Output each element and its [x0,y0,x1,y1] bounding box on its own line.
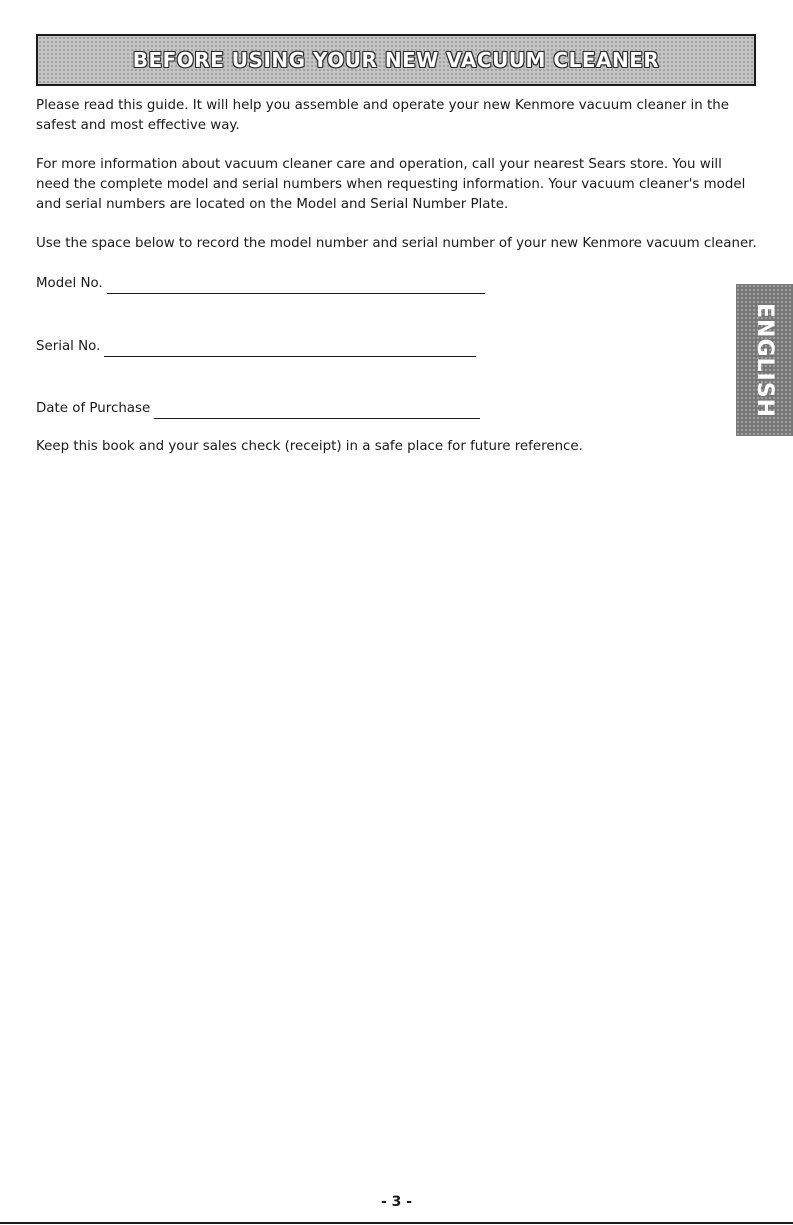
page-content [36,96,758,476]
language-tab-label: ENGLISH [752,302,777,418]
model-number-label: Model No. [36,276,103,291]
record-instruction-paragraph: Use the space below to record the model number and serial number of your new Kenmore vacuum cleaner. [36,236,757,251]
serial-number-blank-line [104,342,476,357]
date-of-purchase-field [36,399,758,419]
serial-number-label: Serial No. [36,339,101,354]
date-of-purchase-blank-line [154,404,480,419]
section-header-banner [36,34,756,86]
date-of-purchase-label: Date of Purchase [36,401,151,416]
info-paragraph: For more information about vacuum cleaner care and operation, call your nearest Sears store. You will need the complete model and serial numbers when requesting information. Your vacuum cleaner's model and serial numbers are located on the Model and Serial Number Plate. [36,157,746,212]
closing-paragraph: Keep this book and your sales check (receipt) in a safe place for future reference. [36,439,583,454]
language-side-tab [736,284,793,436]
serial-number-field [36,337,758,357]
section-title: BEFORE USING YOUR NEW VACUUM CLEANER [132,48,660,72]
model-number-blank-line [107,279,485,294]
bottom-rule [0,1222,793,1224]
intro-paragraph: Please read this guide. It will help you assemble and operate your new Kenmore vacuum cleaner in the safest and most effective way. [36,98,729,133]
page-number: - 3 - [380,1194,413,1210]
model-number-field [36,274,758,294]
